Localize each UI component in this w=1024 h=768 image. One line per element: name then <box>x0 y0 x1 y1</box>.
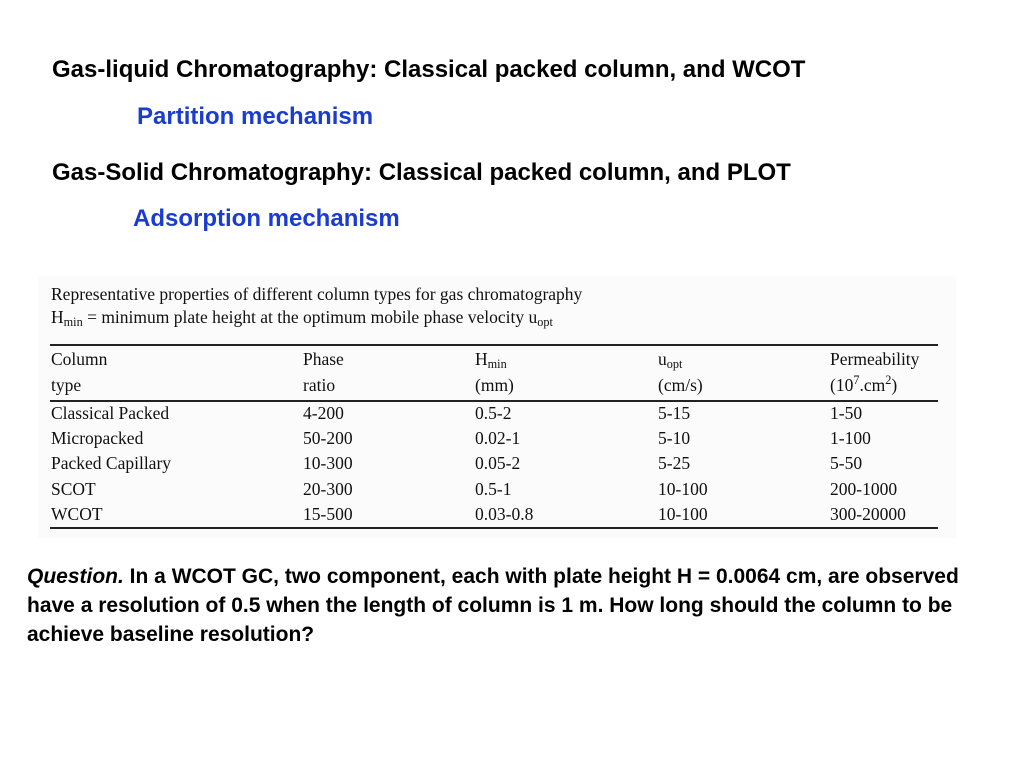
header-hmin-unit: (mm) <box>475 375 514 395</box>
cell-uopt: 5-15 <box>658 403 691 423</box>
cell-hmin: 0.5-1 <box>475 479 512 499</box>
table-header-rule <box>50 400 938 402</box>
cell-uopt: 5-10 <box>658 428 691 448</box>
header-permeability-unit: $(10^7.cm^2)$ <box>830 373 898 395</box>
cell-hmin: 0.02-1 <box>475 428 521 448</box>
header-type: type <box>51 375 82 395</box>
cell-uopt: 10-100 <box>658 504 708 524</box>
cell-phase-ratio: 20-300 <box>303 479 353 499</box>
cell-phase-ratio: 50-200 <box>303 428 353 448</box>
cell-permeability: 1-100 <box>830 428 871 448</box>
header-permeability: Permeability <box>830 349 920 369</box>
cell-permeability: 200-1000 <box>830 479 898 499</box>
header-column: Column <box>51 349 108 369</box>
cell-permeability: 1-50 <box>830 403 863 423</box>
cell-phase-ratio: 15-500 <box>303 504 353 524</box>
header-phase: Phase <box>303 349 344 369</box>
question-paragraph <box>27 562 1007 649</box>
cell-type: SCOT <box>51 479 96 499</box>
cell-type: Classical Packed <box>51 403 170 423</box>
cell-permeability: 5-50 <box>830 453 863 473</box>
gas-solid-heading: Gas-Solid Chromatography: Classical packed column, and PLOT <box>52 159 791 186</box>
cell-type: Packed Capillary <box>51 453 172 473</box>
cell-type: WCOT <box>51 504 103 524</box>
cell-uopt: 10-100 <box>658 479 708 499</box>
cell-hmin: 0.05-2 <box>475 453 521 473</box>
cell-type: Micropacked <box>51 428 144 448</box>
question-text: In a WCOT GC, two component, each with plate height H = 0.0064 cm, are observed have a resolution of 0.5 when the length of column is 1 m. How long should the column to be achieve baseline resolution? <box>27 565 959 646</box>
header-uopt: $u_{opt}$ <box>658 349 683 371</box>
question-label: Question. <box>27 565 124 588</box>
column-properties-table <box>38 276 956 538</box>
table-caption: Representative properties of different column types for gas chromatography <box>51 284 583 304</box>
partition-mechanism-label: Partition mechanism <box>137 103 374 130</box>
header-hmin: $H_{min}$ <box>475 349 507 371</box>
cell-phase-ratio: 4-200 <box>303 403 344 423</box>
cell-permeability: 300-20000 <box>830 504 906 524</box>
table-caption-definition: $H_{min}$ = minimum plate height at the optimum mobile phase velocity $u_{opt}$ <box>51 307 553 329</box>
table-bottom-rule <box>50 527 938 529</box>
header-ratio: ratio <box>303 375 336 395</box>
gas-liquid-heading: Gas-liquid Chromatography: Classical packed column, and WCOT <box>52 56 806 83</box>
cell-hmin: 0.03-0.8 <box>475 504 534 524</box>
table-top-rule <box>50 344 938 346</box>
cell-phase-ratio: 10-300 <box>303 453 353 473</box>
header-uopt-unit: (cm/s) <box>658 375 703 395</box>
cell-hmin: 0.5-2 <box>475 403 512 423</box>
adsorption-mechanism-label: Adsorption mechanism <box>133 205 400 232</box>
cell-uopt: 5-25 <box>658 453 691 473</box>
